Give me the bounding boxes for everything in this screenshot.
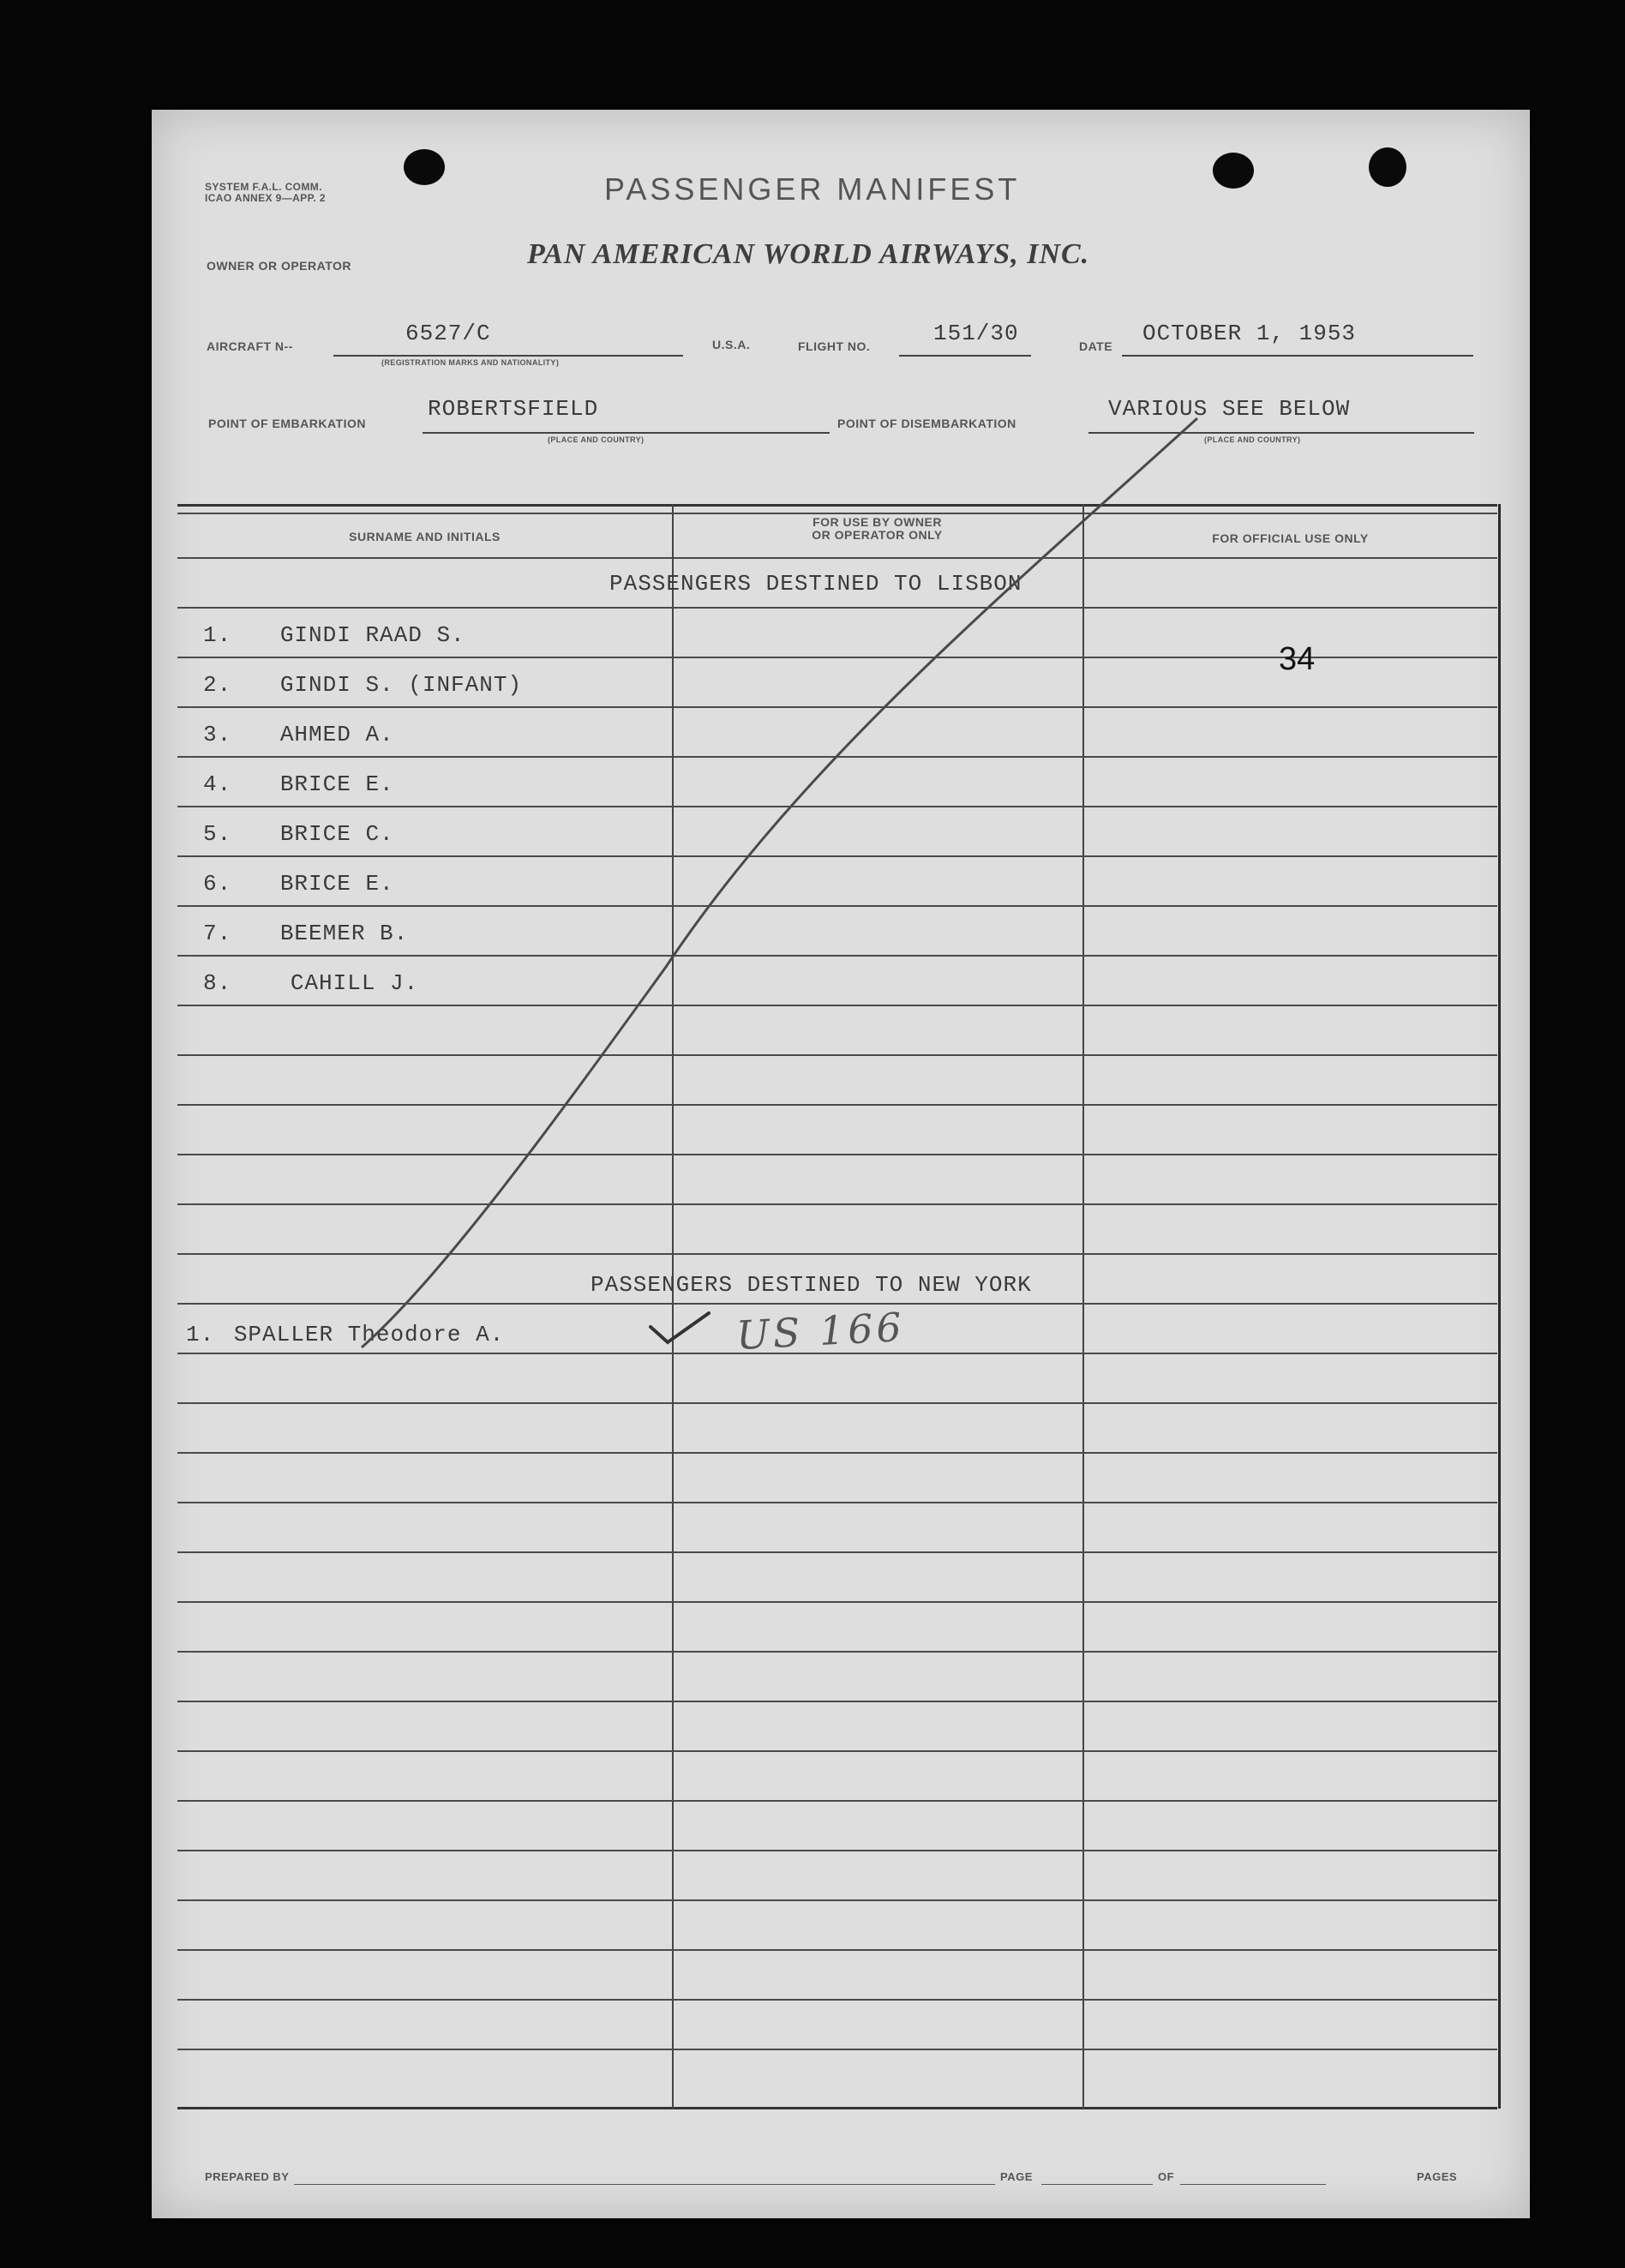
check-mark-icon bbox=[651, 1313, 709, 1342]
passenger-number: 3. bbox=[203, 722, 232, 747]
system-reference: SYSTEM F.A.L. COMM. bbox=[205, 181, 322, 193]
cancel-stroke bbox=[362, 418, 1197, 1347]
passenger-name: GINDI S. (INFANT) bbox=[279, 672, 523, 698]
owner-operator-label: OWNER OR OPERATOR bbox=[207, 259, 351, 273]
passenger-name: CAHILL J. bbox=[290, 970, 419, 996]
official-count: 34 bbox=[1279, 641, 1316, 677]
column-header-surname: SURNAME AND INITIALS bbox=[349, 530, 501, 543]
passenger-number: 6. bbox=[203, 871, 232, 897]
passenger-name: BRICE C. bbox=[279, 821, 394, 847]
date-label: DATE bbox=[1079, 339, 1113, 353]
aircraft-caption: (REGISTRATION MARKS AND NATIONALITY) bbox=[381, 358, 560, 367]
flight-value: 151/30 bbox=[933, 321, 1019, 346]
page-title: PASSENGER MANIFEST bbox=[604, 171, 1021, 207]
flight-label: FLIGHT NO. bbox=[798, 339, 871, 353]
passenger-name: BEEMER B. bbox=[279, 921, 409, 946]
passenger-number: 8. bbox=[203, 970, 232, 996]
passenger-number: 1. bbox=[203, 622, 232, 648]
manifest-sheet bbox=[152, 110, 1530, 2218]
passenger-number: 7. bbox=[203, 921, 232, 946]
aircraft-value: 6527/C bbox=[405, 321, 491, 346]
pen-marks bbox=[152, 110, 1530, 2218]
owner-header-line-2: OR OPERATOR ONLY bbox=[812, 528, 943, 542]
section-heading-new-york: PASSENGERS DESTINED TO NEW YORK bbox=[591, 1272, 1032, 1298]
airline-name: PAN AMERICAN WORLD AIRWAYS, INC. bbox=[527, 238, 1090, 270]
passenger-name: SPALLER Theodore A. bbox=[233, 1322, 505, 1347]
of-label: OF bbox=[1158, 2170, 1175, 2183]
passenger-number: 4. bbox=[203, 771, 232, 797]
embarkation-caption: (PLACE AND COUNTRY) bbox=[548, 435, 645, 444]
passenger-number: 1. bbox=[186, 1322, 215, 1347]
handwritten-note: US 166 bbox=[735, 1303, 906, 1359]
passenger-name: GINDI RAAD S. bbox=[279, 622, 465, 648]
pages-label: PAGES bbox=[1417, 2170, 1458, 2183]
owner-header-line-1: FOR USE BY OWNER bbox=[812, 515, 942, 529]
disembarkation-label: POINT OF DISEMBARKATION bbox=[837, 417, 1016, 430]
aircraft-label: AIRCRAFT N-- bbox=[207, 339, 293, 353]
embarkation-value: ROBERTSFIELD bbox=[428, 396, 599, 422]
annex-reference: ICAO ANNEX 9—APP. 2 bbox=[205, 192, 326, 204]
passenger-number: 5. bbox=[203, 821, 232, 847]
passenger-name: BRICE E. bbox=[279, 771, 394, 797]
column-header-official: FOR OFFICIAL USE ONLY bbox=[1212, 531, 1369, 545]
date-value: OCTOBER 1, 1953 bbox=[1142, 321, 1357, 346]
disembarkation-value: VARIOUS SEE BELOW bbox=[1108, 396, 1351, 422]
usa-label: U.S.A. bbox=[712, 338, 751, 351]
page-label: PAGE bbox=[1000, 2170, 1033, 2183]
disembarkation-caption: (PLACE AND COUNTRY) bbox=[1204, 435, 1301, 444]
embarkation-label: POINT OF EMBARKATION bbox=[208, 417, 366, 430]
section-heading-lisbon: PASSENGERS DESTINED TO LISBON bbox=[609, 571, 1022, 597]
passenger-number: 2. bbox=[203, 672, 232, 698]
prepared-by-label: PREPARED BY bbox=[205, 2170, 290, 2183]
passenger-name: AHMED A. bbox=[279, 722, 394, 747]
passenger-name: BRICE E. bbox=[279, 871, 394, 897]
